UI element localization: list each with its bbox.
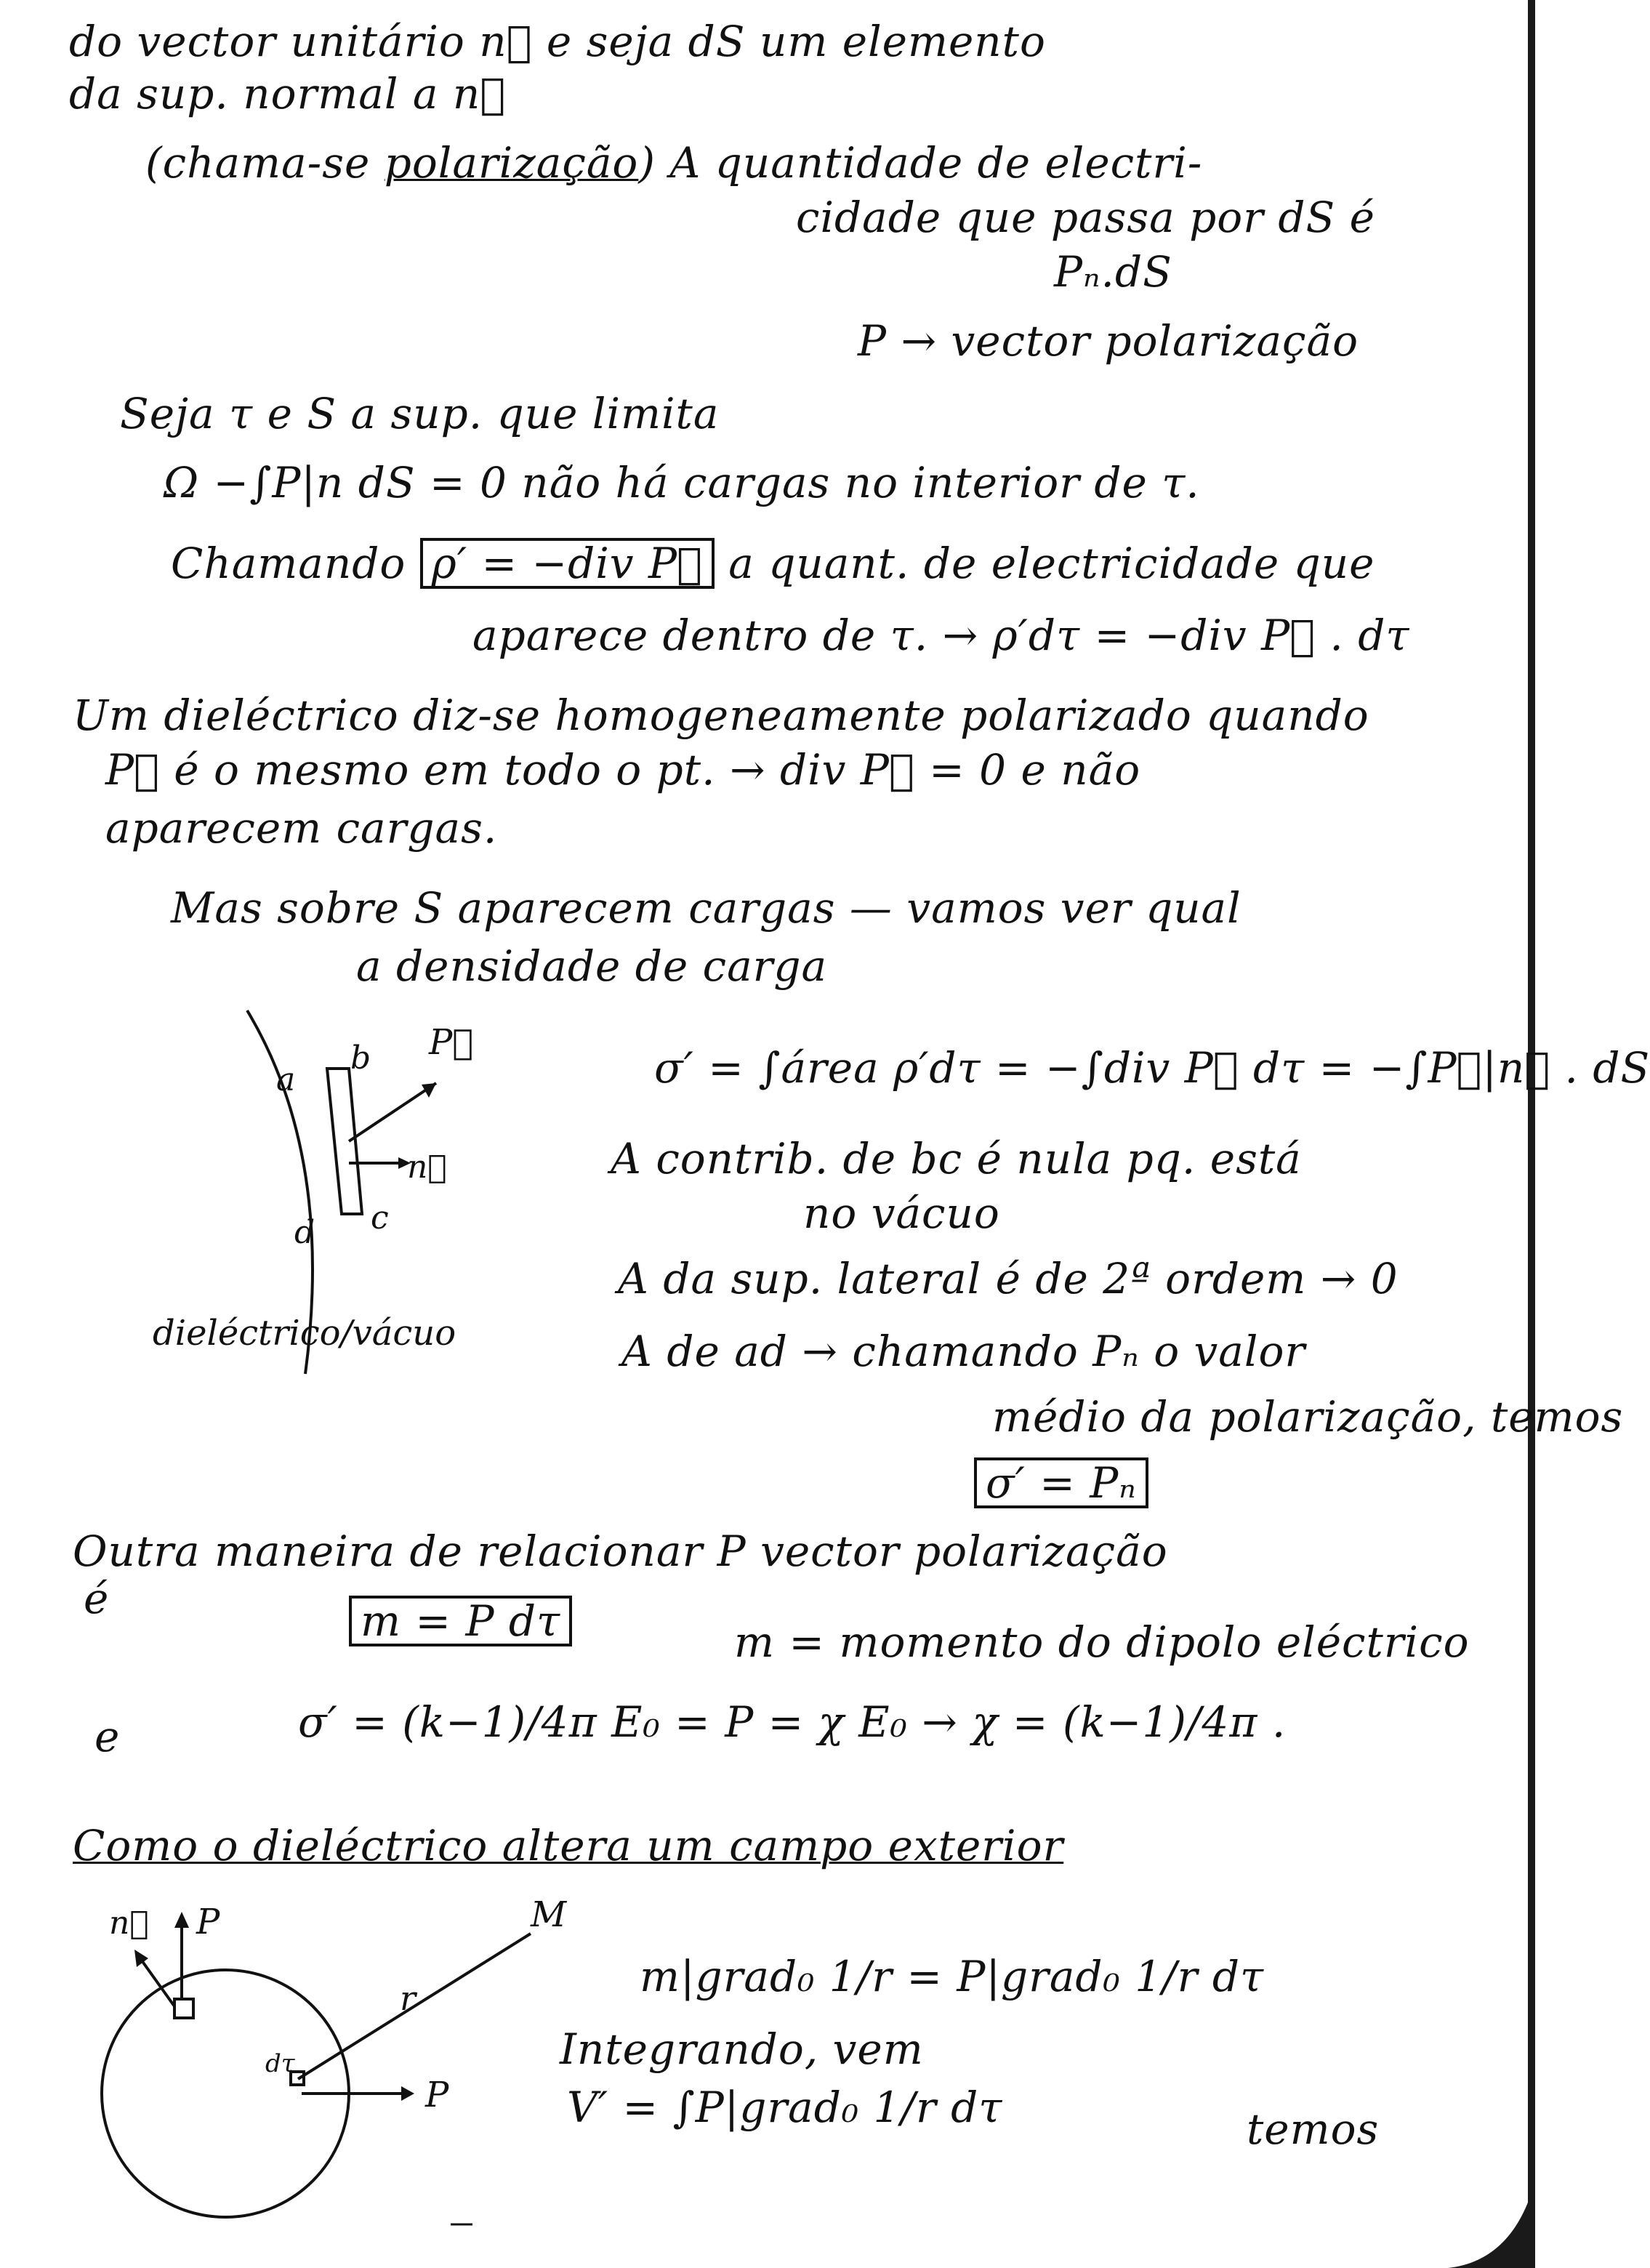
label-M: M bbox=[531, 1894, 567, 1935]
note-line: é bbox=[84, 1574, 110, 1623]
note-line: P⃗ é o mesmo em todo o pt. → div P⃗ = 0 e não bbox=[105, 745, 1141, 795]
formula: Pₙ.dS bbox=[1054, 247, 1172, 297]
note-line bbox=[349, 1596, 572, 1646]
formula: σ′ = (k−1)/4π E₀ = P = χ E₀ → χ = (k−1)/4π . bbox=[298, 1697, 1287, 1747]
note-line: e bbox=[94, 1712, 121, 1761]
note-line: Integrando, vem bbox=[560, 2024, 924, 2074]
note-line: médio da polarização, temos bbox=[992, 1392, 1624, 1441]
label-c: c bbox=[371, 1199, 389, 1236]
note-fragment: ) A quantidade de electri- bbox=[638, 138, 1203, 188]
section-heading bbox=[73, 1821, 1064, 1870]
note-line bbox=[974, 1457, 1148, 1508]
note-line bbox=[171, 538, 1375, 589]
label-dtau: dτ bbox=[265, 2049, 295, 2078]
note-line: aparece dentro de τ. → ρ′dτ = −div P⃗ . dτ bbox=[472, 611, 1410, 660]
label-P: P⃗ bbox=[429, 1022, 474, 1063]
normal-arrow bbox=[138, 1955, 174, 2006]
note-line: Um dieléctrico diz-se homogeneamente polarizado quando bbox=[73, 691, 1369, 740]
page-edge-shadow bbox=[1528, 0, 1535, 2268]
underlined-heading: Como o dieléctrico altera um campo exterior bbox=[73, 1821, 1064, 1870]
note-line: a densidade de carga bbox=[356, 941, 828, 991]
boxed-formula: ρ′ = −div P⃗ bbox=[420, 538, 715, 589]
note-line: Mas sobre S aparecem cargas — vamos ver qual bbox=[171, 883, 1241, 933]
label-P-top: P bbox=[196, 1902, 220, 1942]
figure-caption: dieléctrico/vácuo bbox=[153, 1313, 456, 1354]
pen-mark bbox=[451, 2221, 480, 2228]
label-a: a bbox=[276, 1061, 296, 1098]
surface-element bbox=[174, 1999, 193, 2018]
formula: σ′ = ∫área ρ′dτ = −∫div P⃗ dτ = −∫P⃗|n⃗ . dS bbox=[654, 1043, 1650, 1093]
note-line: A de ad → chamando Pₙ o valor bbox=[621, 1327, 1306, 1376]
note-line: A da sup. lateral é de 2ª ordem → 0 bbox=[618, 1254, 1399, 1303]
note-line: P → vector polarização bbox=[858, 316, 1359, 366]
label-r: r bbox=[400, 1979, 416, 2018]
note-line: aparecem cargas. bbox=[105, 803, 498, 853]
note-line: do vector unitário n⃗ e seja dS um elemento bbox=[69, 17, 1046, 66]
label-b: b bbox=[350, 1040, 371, 1077]
note-line: A contrib. de bc é nula pq. está bbox=[611, 1134, 1302, 1183]
note-line: Seja τ e S a sup. que limita bbox=[120, 389, 720, 438]
note-line: temos bbox=[1247, 2104, 1380, 2154]
note-fragment: (chama-se bbox=[145, 138, 371, 188]
pillbox-element bbox=[327, 1069, 362, 1214]
note-line: Ω −∫P|n dS = 0 não há cargas no interior de τ. bbox=[164, 458, 1200, 507]
boxed-formula: σ′ = Pₙ bbox=[974, 1457, 1148, 1508]
page-corner-curl bbox=[1448, 2181, 1535, 2268]
note-line: m = momento do dipolo eléctrico bbox=[734, 1617, 1470, 1667]
boxed-formula: m = P dτ bbox=[349, 1596, 572, 1646]
note-line: cidade que passa por dS é bbox=[796, 193, 1375, 242]
formula: m|grad₀ 1/r = P|grad₀ 1/r dτ bbox=[640, 1952, 1265, 2001]
label-P-right: P bbox=[425, 2075, 449, 2115]
note-line: Outra maneira de relacionar P vector polarização bbox=[73, 1527, 1168, 1576]
note-fragment: Chamando bbox=[171, 539, 406, 588]
note-line: no vácuo bbox=[803, 1189, 1000, 1238]
underlined-term: polarização bbox=[384, 138, 639, 188]
dielectric-sphere-figure bbox=[73, 1894, 567, 2239]
note-line bbox=[145, 138, 1203, 188]
polarization-arrow bbox=[349, 1083, 436, 1141]
formula: V′ = ∫P|grad₀ 1/r dτ bbox=[567, 2083, 1003, 2132]
note-line: da sup. normal a n⃗ bbox=[69, 69, 507, 118]
dielectric-surface-figure bbox=[131, 996, 494, 1374]
label-d: d bbox=[294, 1214, 315, 1251]
label-n: n⃗ bbox=[109, 1905, 149, 1942]
label-n: n⃗ bbox=[407, 1149, 447, 1186]
note-fragment: a quant. de electricidade que bbox=[728, 539, 1375, 588]
